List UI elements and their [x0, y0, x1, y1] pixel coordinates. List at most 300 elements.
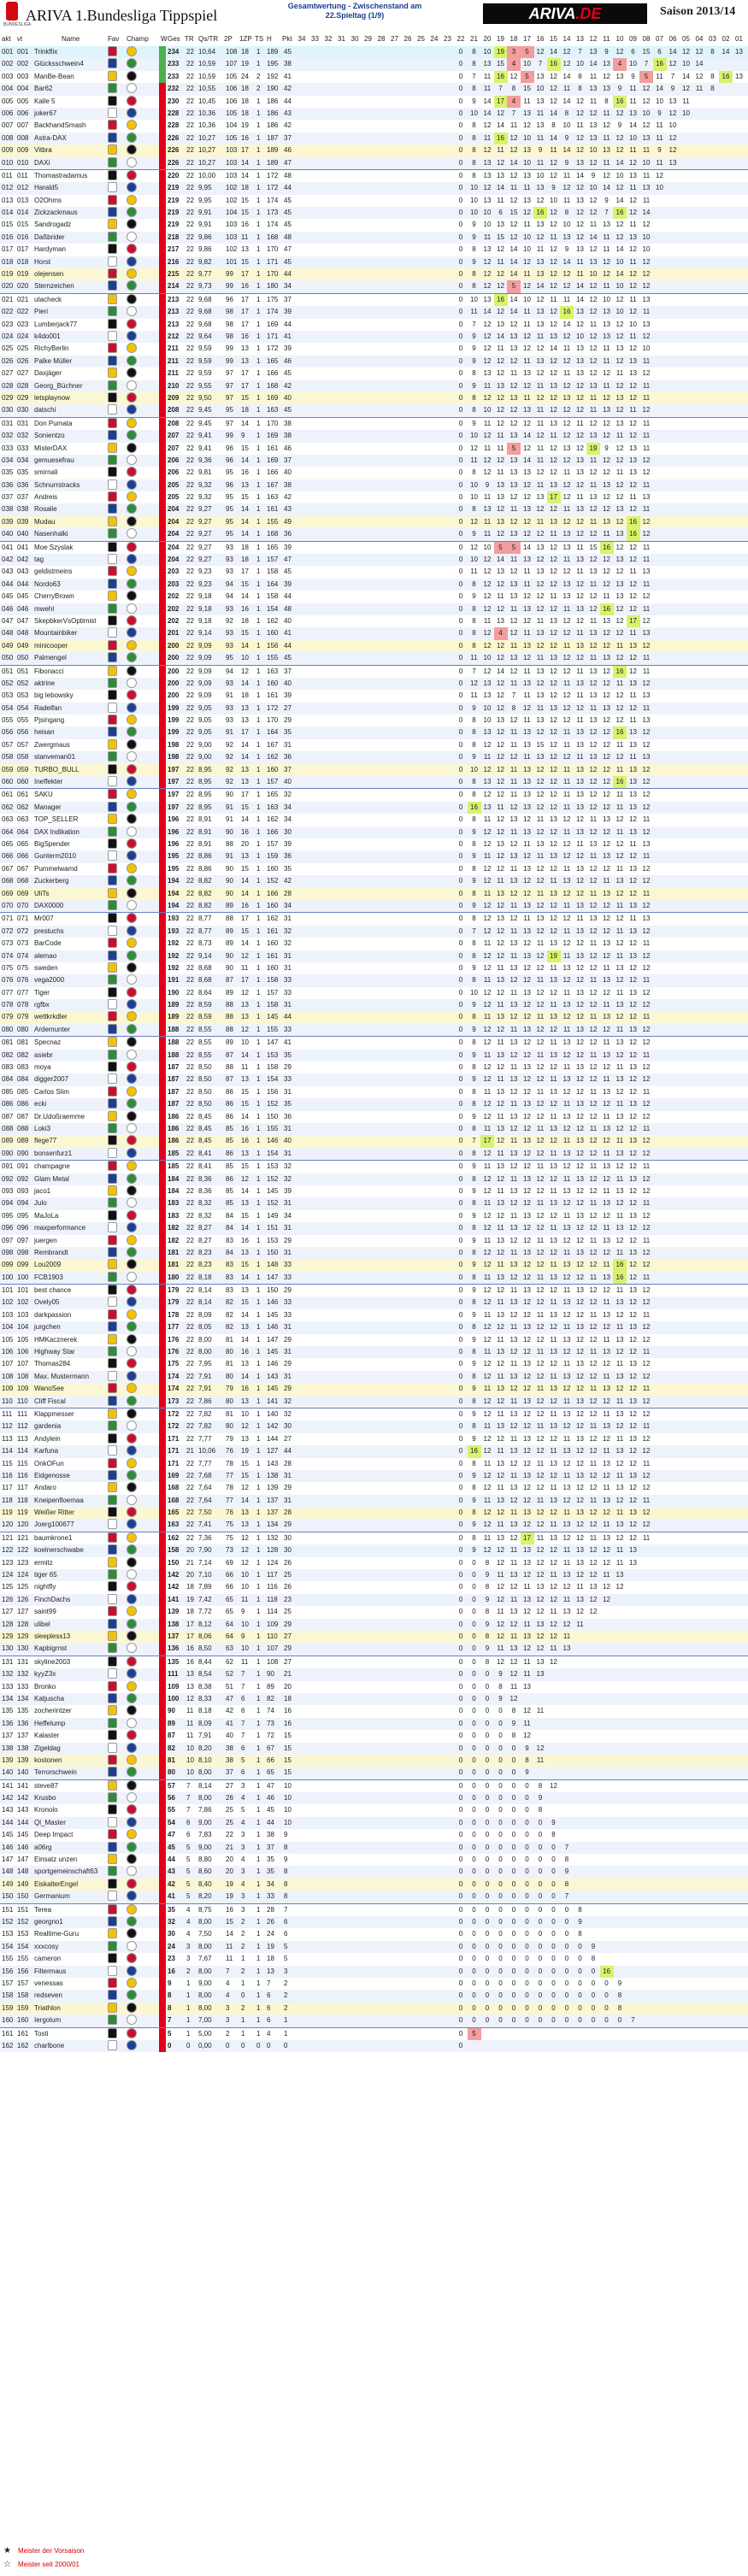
player-name[interactable]: cameron	[34, 1953, 61, 1965]
player-name[interactable]: Sandrogadz	[34, 219, 71, 231]
table-row[interactable]	[0, 71, 748, 83]
player-name[interactable]: skyline2003	[34, 1656, 70, 1668]
player-name[interactable]: MaJoLa	[34, 1210, 58, 1222]
player-name[interactable]: BackhandSmash	[34, 120, 85, 132]
player-name[interactable]: Specnaz	[34, 1037, 61, 1049]
table-row[interactable]	[0, 1321, 748, 1333]
player-name[interactable]: digger2007	[34, 1073, 68, 1085]
player-name[interactable]: CherryBrown	[34, 591, 74, 603]
table-row[interactable]	[0, 182, 748, 194]
player-name[interactable]: letsplaynow	[34, 392, 70, 404]
player-name[interactable]: rgfbx	[34, 999, 50, 1011]
player-name[interactable]: joker67	[34, 108, 56, 120]
table-row[interactable]	[0, 319, 748, 331]
player-name[interactable]: BigSpender	[34, 838, 70, 850]
table-row[interactable]	[0, 1073, 748, 1085]
table-row[interactable]	[0, 926, 748, 938]
player-name[interactable]: Ineffekter	[34, 776, 62, 788]
table-row[interactable]	[0, 678, 748, 690]
table-row[interactable]	[0, 863, 748, 875]
table-row[interactable]	[0, 1135, 748, 1147]
table-row[interactable]	[0, 256, 748, 268]
player-name[interactable]: zocherintzer	[34, 1705, 72, 1717]
table-row[interactable]	[0, 666, 748, 678]
player-name[interactable]: O2Ohms	[34, 195, 62, 207]
table-row[interactable]	[0, 1681, 748, 1693]
table-row[interactable]	[0, 244, 748, 256]
table-row[interactable]	[0, 1185, 748, 1197]
player-name[interactable]: maxperformance	[34, 1222, 85, 1234]
ariva-brand-logo[interactable]	[483, 3, 647, 24]
player-name[interactable]: Cliff Fiscal	[34, 1396, 66, 1408]
player-name[interactable]: Daßbrider	[34, 232, 65, 244]
player-name[interactable]: Weißer Ritter	[34, 1507, 74, 1519]
table-row[interactable]	[0, 566, 748, 578]
table-row[interactable]	[0, 1631, 748, 1643]
table-row[interactable]	[0, 157, 748, 169]
table-row[interactable]	[0, 1272, 748, 1284]
player-name[interactable]: Astra-DAX	[34, 132, 67, 144]
table-row[interactable]	[0, 1668, 748, 1680]
player-name[interactable]: geldistmeins	[34, 566, 72, 578]
table-row[interactable]	[0, 1891, 748, 1903]
table-row[interactable]	[0, 467, 748, 479]
table-row[interactable]	[0, 392, 748, 404]
table-row[interactable]	[0, 1519, 748, 1531]
player-name[interactable]: Zwergmaus	[34, 739, 70, 751]
player-name[interactable]: Ql_Master	[34, 1817, 66, 1829]
table-row[interactable]	[0, 306, 748, 318]
table-row[interactable]	[0, 503, 748, 515]
table-row[interactable]	[0, 232, 748, 244]
table-row[interactable]	[0, 751, 748, 763]
player-name[interactable]: sleepless13	[34, 1631, 70, 1643]
table-row[interactable]	[0, 1866, 748, 1878]
player-name[interactable]: ecki	[34, 1098, 46, 1110]
player-name[interactable]: Sternzeichen	[34, 280, 74, 292]
table-row[interactable]	[0, 1409, 748, 1420]
player-name[interactable]: gemuesefrau	[34, 455, 74, 467]
table-row[interactable]	[0, 516, 748, 528]
table-row[interactable]	[0, 1445, 748, 1457]
player-name[interactable]: Dr.Udoßraemme	[34, 1111, 85, 1123]
player-name[interactable]: tiger 65	[34, 1569, 57, 1581]
player-name[interactable]: georgno1	[34, 1916, 63, 1928]
table-row[interactable]	[0, 802, 748, 814]
player-name[interactable]: kyyZ3x	[34, 1668, 56, 1680]
table-row[interactable]	[0, 739, 748, 751]
player-name[interactable]: Krusbo	[34, 1792, 56, 1804]
table-row[interactable]	[0, 1050, 748, 1062]
player-name[interactable]: Bronko	[34, 1681, 56, 1693]
table-row[interactable]	[0, 1532, 748, 1544]
table-row[interactable]	[0, 1111, 748, 1123]
player-name[interactable]: champagne	[34, 1161, 70, 1173]
player-name[interactable]: Rosalie	[34, 503, 57, 515]
table-row[interactable]	[0, 1569, 748, 1581]
player-name[interactable]: ulibel	[34, 1619, 50, 1631]
player-name[interactable]: tag	[34, 554, 44, 566]
player-name[interactable]: Don Pumata	[34, 418, 72, 430]
table-row[interactable]	[0, 1941, 748, 1953]
table-row[interactable]	[0, 58, 748, 70]
player-name[interactable]: Thomas284	[34, 1358, 70, 1370]
table-row[interactable]	[0, 1210, 748, 1222]
player-name[interactable]: gardenia	[34, 1420, 61, 1432]
table-row[interactable]	[0, 542, 748, 554]
table-row[interactable]	[0, 826, 748, 838]
player-name[interactable]: DAX Indikation	[34, 826, 80, 838]
table-row[interactable]	[0, 554, 748, 566]
table-row[interactable]	[0, 1656, 748, 1668]
player-name[interactable]: BarCode	[34, 938, 62, 950]
player-name[interactable]: Tiger	[34, 987, 50, 999]
table-row[interactable]	[0, 974, 748, 986]
player-name[interactable]: Klappmesser	[34, 1409, 74, 1420]
table-row[interactable]	[0, 108, 748, 120]
table-row[interactable]	[0, 1420, 748, 1432]
player-name[interactable]: Terea	[34, 1904, 51, 1916]
table-row[interactable]	[0, 1037, 748, 1049]
player-name[interactable]: asiebr	[34, 1050, 53, 1062]
table-row[interactable]	[0, 343, 748, 355]
player-name[interactable]: bonsenfurz1	[34, 1148, 72, 1160]
table-row[interactable]	[0, 1792, 748, 1804]
player-name[interactable]: Pummelwamd	[34, 863, 78, 875]
player-name[interactable]: kostonen	[34, 1755, 62, 1767]
player-name[interactable]: TURBO_BULL	[34, 764, 79, 776]
table-row[interactable]	[0, 120, 748, 132]
table-row[interactable]	[0, 430, 748, 442]
table-row[interactable]	[0, 913, 748, 925]
table-row[interactable]	[0, 938, 748, 950]
player-name[interactable]: Kapbigrnst	[34, 1643, 67, 1655]
player-name[interactable]: SkepbkerVsOptimist	[34, 615, 96, 627]
player-name[interactable]: Lumberjack77	[34, 319, 77, 331]
table-row[interactable]	[0, 368, 748, 379]
table-row[interactable]	[0, 1309, 748, 1321]
table-row[interactable]	[0, 83, 748, 95]
player-name[interactable]: juergen	[34, 1235, 57, 1247]
table-row[interactable]	[0, 1804, 748, 1816]
player-name[interactable]: mwehl	[34, 603, 54, 615]
player-name[interactable]: EiskalterEngel	[34, 1879, 78, 1891]
player-name[interactable]: Andreis	[34, 491, 57, 503]
player-name[interactable]: a06rg	[34, 1842, 51, 1854]
table-row[interactable]	[0, 1433, 748, 1445]
player-name[interactable]: FinchDachs	[34, 1594, 70, 1606]
player-name[interactable]: k4do001	[34, 331, 61, 343]
table-row[interactable]	[0, 1829, 748, 1841]
player-name[interactable]: Germanium	[34, 1891, 70, 1903]
player-name[interactable]: Daxjäger	[34, 368, 62, 379]
table-row[interactable]	[0, 1247, 748, 1259]
player-name[interactable]: Vitbra	[34, 144, 52, 156]
player-name[interactable]: jaco1	[34, 1185, 50, 1197]
player-name[interactable]: Palmengel	[34, 652, 67, 664]
table-row[interactable]	[0, 1780, 748, 1792]
table-row[interactable]	[0, 726, 748, 738]
table-row[interactable]	[0, 331, 748, 343]
player-name[interactable]: stanveman01	[34, 751, 75, 763]
table-row[interactable]	[0, 528, 748, 540]
player-name[interactable]: Kronolo	[34, 1804, 58, 1816]
player-name[interactable]: Joerg100677	[34, 1519, 74, 1531]
table-row[interactable]	[0, 1285, 748, 1297]
player-name[interactable]: HMKacznerek	[34, 1334, 77, 1346]
table-row[interactable]	[0, 380, 748, 392]
table-row[interactable]	[0, 1743, 748, 1755]
table-row[interactable]	[0, 838, 748, 850]
player-name[interactable]: Zuckerberg	[34, 875, 68, 887]
table-row[interactable]	[0, 1916, 748, 1928]
table-row[interactable]	[0, 1606, 748, 1618]
player-name[interactable]: Max. Mustermann	[34, 1371, 89, 1383]
table-row[interactable]	[0, 132, 748, 144]
player-name[interactable]: UliTs	[34, 888, 49, 900]
table-row[interactable]	[0, 170, 748, 182]
table-row[interactable]	[0, 1718, 748, 1730]
table-row[interactable]	[0, 1643, 748, 1655]
player-name[interactable]: Pieri	[34, 306, 48, 318]
table-row[interactable]	[0, 1235, 748, 1247]
player-name[interactable]: sweden	[34, 962, 58, 974]
player-name[interactable]: koelnerschwabe	[34, 1544, 84, 1556]
player-name[interactable]: Carlos Slim	[34, 1086, 69, 1098]
table-row[interactable]	[0, 1854, 748, 1866]
table-row[interactable]	[0, 1470, 748, 1482]
table-row[interactable]	[0, 1581, 748, 1593]
table-row[interactable]	[0, 1730, 748, 1742]
table-row[interactable]	[0, 1842, 748, 1854]
table-row[interactable]	[0, 1173, 748, 1185]
player-name[interactable]: steve87	[34, 1780, 58, 1792]
table-row[interactable]	[0, 1482, 748, 1494]
player-name[interactable]: wettkrkdler	[34, 1011, 68, 1023]
table-row[interactable]	[0, 1507, 748, 1519]
player-name[interactable]: vega2000	[34, 974, 64, 986]
table-row[interactable]	[0, 987, 748, 999]
player-name[interactable]: datschi	[34, 404, 56, 416]
table-row[interactable]	[0, 1817, 748, 1829]
table-row[interactable]	[0, 1197, 748, 1209]
player-name[interactable]: Loki3	[34, 1123, 50, 1135]
table-row[interactable]	[0, 652, 748, 664]
table-row[interactable]	[0, 1693, 748, 1705]
player-name[interactable]: Ardemunter	[34, 1024, 70, 1036]
player-name[interactable]: prestuchs	[34, 926, 64, 938]
player-name[interactable]: Thomastradamus	[34, 170, 87, 182]
player-name[interactable]: Nordo63	[34, 579, 61, 591]
player-name[interactable]: Julo	[34, 1197, 47, 1209]
player-name[interactable]: Zickzackmaus	[34, 207, 78, 219]
player-name[interactable]: Heffelump	[34, 1718, 65, 1730]
player-name[interactable]: flege77	[34, 1135, 56, 1147]
player-name[interactable]: DAXi	[34, 157, 50, 169]
table-row[interactable]	[0, 1396, 748, 1408]
player-name[interactable]: Kneipenfloemaa	[34, 1495, 84, 1507]
table-row[interactable]	[0, 1358, 748, 1370]
player-name[interactable]: darkpassion	[34, 1309, 71, 1321]
table-row[interactable]	[0, 789, 748, 801]
player-name[interactable]: Hardyman	[34, 244, 66, 256]
player-name[interactable]: sportgemeinschaft63	[34, 1866, 97, 1878]
player-name[interactable]: Bar62	[34, 83, 52, 95]
table-row[interactable]	[0, 1161, 748, 1173]
player-name[interactable]: WanoSee	[34, 1383, 64, 1395]
player-name[interactable]: Highway Star	[34, 1346, 75, 1358]
player-name[interactable]: best chance	[34, 1285, 71, 1297]
player-name[interactable]: Katjuscha	[34, 1693, 64, 1705]
player-name[interactable]: Kalle 5	[34, 96, 55, 108]
table-row[interactable]	[0, 219, 748, 231]
table-row[interactable]	[0, 814, 748, 826]
table-row[interactable]	[0, 443, 748, 455]
table-row[interactable]	[0, 1928, 748, 1940]
table-row[interactable]	[0, 579, 748, 591]
table-row[interactable]	[0, 207, 748, 219]
table-row[interactable]	[0, 888, 748, 900]
player-name[interactable]: SAKU	[34, 789, 53, 801]
player-name[interactable]: Kalaster	[34, 1730, 59, 1742]
table-row[interactable]	[0, 1904, 748, 1916]
player-name[interactable]: moya	[34, 1062, 51, 1073]
player-name[interactable]: Eidgenosse	[34, 1470, 70, 1482]
table-row[interactable]	[0, 1383, 748, 1395]
player-name[interactable]: Manager	[34, 802, 62, 814]
player-name[interactable]: Nasenhalki	[34, 528, 68, 540]
table-row[interactable]	[0, 356, 748, 368]
player-name[interactable]: Lou2009	[34, 1259, 61, 1271]
table-row[interactable]	[0, 268, 748, 280]
player-name[interactable]: ermitz	[34, 1557, 53, 1569]
table-row[interactable]	[0, 1148, 748, 1160]
player-name[interactable]: Moe Szyslak	[34, 542, 73, 554]
player-name[interactable]: jurgchen	[34, 1321, 61, 1333]
table-row[interactable]	[0, 875, 748, 887]
table-row[interactable]	[0, 715, 748, 726]
table-row[interactable]	[0, 1371, 748, 1383]
table-row[interactable]	[0, 1767, 748, 1779]
player-name[interactable]: Einsatz unzen	[34, 1854, 77, 1866]
table-row[interactable]	[0, 627, 748, 639]
player-name[interactable]: xxxcosy	[34, 1941, 58, 1953]
player-name[interactable]: OnkOFun	[34, 1458, 64, 1470]
table-row[interactable]	[0, 294, 748, 306]
player-name[interactable]: nightfly	[34, 1581, 56, 1593]
table-row[interactable]	[0, 195, 748, 207]
table-row[interactable]	[0, 690, 748, 702]
table-row[interactable]	[0, 950, 748, 962]
player-name[interactable]: Realtime-Guru	[34, 1928, 79, 1940]
player-name[interactable]: Deep Impact	[34, 1829, 73, 1841]
table-row[interactable]	[0, 900, 748, 912]
player-name[interactable]: baumkrone1	[34, 1532, 72, 1544]
table-row[interactable]	[0, 1594, 748, 1606]
table-row[interactable]	[0, 1879, 748, 1891]
player-name[interactable]: Horst	[34, 256, 50, 268]
player-name[interactable]: TOP_SELLER	[34, 814, 78, 826]
table-row[interactable]	[0, 144, 748, 156]
table-row[interactable]	[0, 999, 748, 1011]
player-name[interactable]: Mountainbiker	[34, 627, 77, 639]
player-name[interactable]: Georg_Büchner	[34, 380, 82, 392]
table-row[interactable]	[0, 1259, 748, 1271]
player-name[interactable]: FCB1903	[34, 1272, 63, 1284]
table-row[interactable]	[0, 491, 748, 503]
player-name[interactable]: aktrine	[34, 678, 55, 690]
table-row[interactable]	[0, 1544, 748, 1556]
player-name[interactable]: RichyBerlin	[34, 343, 68, 355]
player-name[interactable]: Schnurrstracks	[34, 479, 80, 491]
player-name[interactable]: Ovely05	[34, 1297, 59, 1309]
table-row[interactable]	[0, 1346, 748, 1358]
table-row[interactable]	[0, 1334, 748, 1346]
player-name[interactable]: Glam Metal	[34, 1173, 69, 1185]
table-row[interactable]	[0, 850, 748, 862]
player-name[interactable]: heisan	[34, 726, 55, 738]
player-name[interactable]: big lebowsky	[34, 690, 74, 702]
player-name[interactable]: DAX0000	[34, 900, 63, 912]
player-name[interactable]: Glücksschwein4	[34, 58, 84, 70]
player-name[interactable]: ManBe-Bean	[34, 71, 74, 83]
table-row[interactable]	[0, 1297, 748, 1309]
table-row[interactable]	[0, 962, 748, 974]
table-row[interactable]	[0, 640, 748, 652]
player-name[interactable]: alemao	[34, 950, 56, 962]
table-row[interactable]	[0, 1557, 748, 1569]
table-row[interactable]	[0, 591, 748, 603]
table-row[interactable]	[0, 1705, 748, 1717]
player-name[interactable]: Gunterm2010	[34, 850, 76, 862]
player-name[interactable]: Andylein	[34, 1433, 61, 1445]
table-row[interactable]	[0, 455, 748, 467]
table-row[interactable]	[0, 418, 748, 430]
table-row[interactable]	[0, 46, 748, 58]
player-name[interactable]: minicooper	[34, 640, 68, 652]
player-name[interactable]: Andaro	[34, 1482, 56, 1494]
table-row[interactable]	[0, 764, 748, 776]
player-name[interactable]: Karfuna	[34, 1445, 58, 1457]
player-name[interactable]: olejensen	[34, 268, 63, 280]
table-row[interactable]	[0, 1458, 748, 1470]
player-name[interactable]: Terrorschwein	[34, 1767, 77, 1779]
table-row[interactable]	[0, 1755, 748, 1767]
player-name[interactable]: Pjsingang	[34, 715, 64, 726]
player-name[interactable]: Harald5	[34, 182, 58, 194]
table-row[interactable]	[0, 479, 748, 491]
table-row[interactable]	[0, 615, 748, 627]
table-row[interactable]	[0, 703, 748, 715]
table-row[interactable]	[0, 1495, 748, 1507]
table-row[interactable]	[0, 1062, 748, 1073]
table-row[interactable]	[0, 1953, 748, 1965]
player-name[interactable]: Radelfan	[34, 703, 62, 715]
player-name[interactable]: Mudau	[34, 516, 55, 528]
table-row[interactable]	[0, 96, 748, 108]
table-row[interactable]	[0, 1619, 748, 1631]
player-name[interactable]: Sonientzo	[34, 430, 65, 442]
table-row[interactable]	[0, 280, 748, 292]
player-name[interactable]: Trinkflix	[34, 46, 57, 58]
table-row[interactable]	[0, 1011, 748, 1023]
player-name[interactable]: Palke Müller	[34, 356, 72, 368]
player-name[interactable]: Fibonacci	[34, 666, 63, 678]
table-row[interactable]	[0, 1024, 748, 1036]
player-name[interactable]: Mr007	[34, 913, 54, 925]
player-name[interactable]: Zigeldag	[34, 1743, 61, 1755]
table-row[interactable]	[0, 776, 748, 788]
